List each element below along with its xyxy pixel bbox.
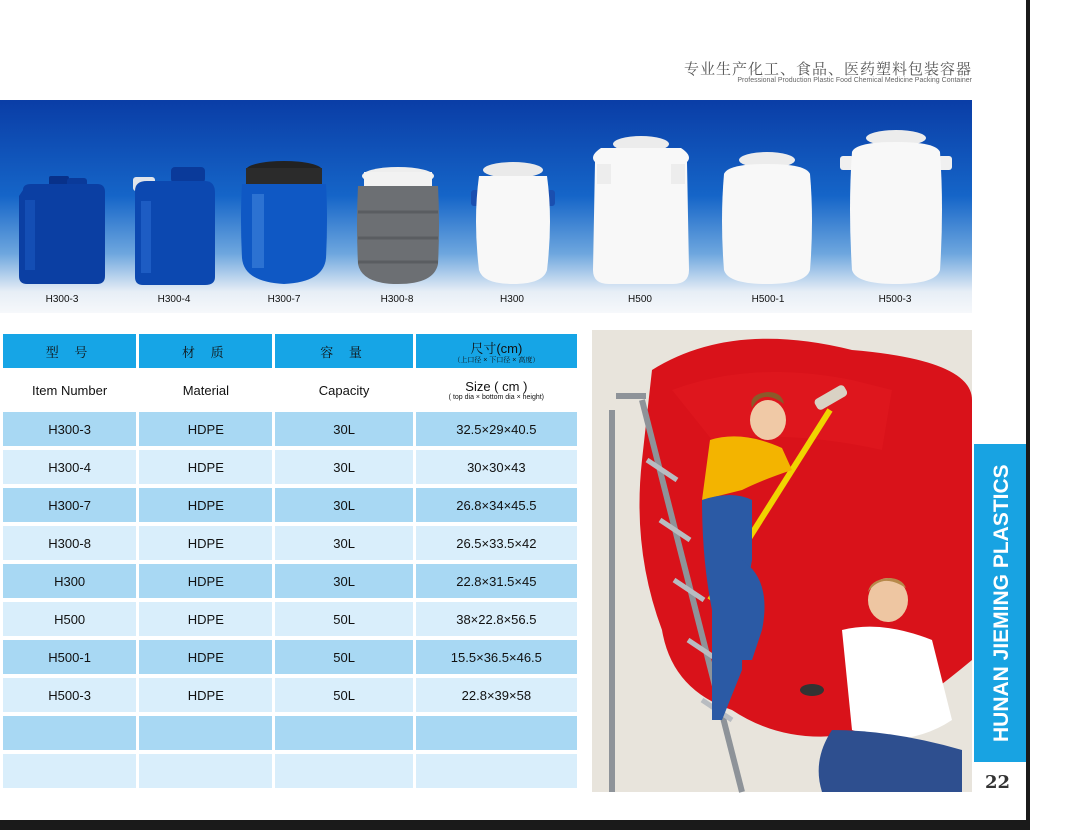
cell-capacity: 30L — [275, 564, 412, 598]
header-cell: Material — [139, 372, 272, 408]
container-h500-1 — [716, 150, 818, 291]
container-h300-7 — [238, 158, 330, 291]
cell-item: H300-7 — [3, 488, 136, 522]
product-label: H300 — [500, 294, 524, 305]
cell-size: 26.5×33.5×42 — [416, 526, 577, 560]
container-h300-3 — [17, 176, 109, 291]
product-banner — [0, 100, 972, 313]
table-header-cn — [3, 334, 577, 368]
table-row — [3, 412, 577, 446]
header-size-sub: ( top dia × bottom dia × height) — [448, 394, 545, 401]
cell-empty — [416, 754, 577, 788]
cell-material: HDPE — [139, 450, 272, 484]
table-row — [3, 488, 577, 522]
header-cell: 型 号 — [3, 334, 136, 368]
header-cell: 容 量 — [275, 334, 412, 368]
cell-material: HDPE — [139, 564, 272, 598]
header-cell: Capacity — [275, 372, 412, 408]
spec-table — [0, 330, 580, 792]
header-cell: Item Number — [3, 372, 136, 408]
cell-item: H500 — [3, 602, 136, 636]
company-name-vertical: HUNAN JIEMING PLASTICS INDUSTRY — [990, 464, 1069, 742]
cell-material: HDPE — [139, 602, 272, 636]
product-label: H300-8 — [380, 294, 414, 305]
cell-size: 22.8×31.5×45 — [416, 564, 577, 598]
cell-size: 30×30×43 — [416, 450, 577, 484]
right-border — [1026, 0, 1030, 830]
cell-size: 38×22.8×56.5 — [416, 602, 577, 636]
product-label: H300-3 — [45, 294, 79, 305]
cell-material: HDPE — [139, 412, 272, 446]
header-cell-size — [416, 372, 577, 408]
product-label: H500-3 — [878, 294, 912, 305]
table-row — [3, 678, 577, 712]
painting-photo — [592, 330, 972, 792]
container-h300-4 — [131, 167, 217, 292]
container-h500-3 — [840, 128, 952, 291]
cell-item: H500-3 — [3, 678, 136, 712]
page-number: 22 — [985, 772, 1011, 793]
header-chinese-title: 专业生产化工、食品、医药塑料包装容器 — [683, 61, 972, 78]
cell-material: HDPE — [139, 678, 272, 712]
header-english-title: Professional Production Plastic Food Chemical Medicine Packing Container — [737, 77, 972, 84]
table-header-en — [3, 372, 577, 408]
table-row — [3, 640, 577, 674]
cell-capacity: 50L — [275, 640, 412, 674]
cell-empty — [139, 754, 272, 788]
header-size-label: 尺寸(cm) — [470, 340, 523, 356]
container-h300 — [465, 160, 561, 291]
cell-capacity: 50L — [275, 678, 412, 712]
cell-empty — [139, 716, 272, 750]
cell-item: H300 — [3, 564, 136, 598]
table-row — [3, 602, 577, 636]
cell-size: 26.8×34×45.5 — [416, 488, 577, 522]
cell-empty — [3, 754, 136, 788]
header-cell: 材 质 — [139, 334, 272, 368]
container-h300-8 — [354, 164, 442, 291]
cell-material: HDPE — [139, 640, 272, 674]
cell-empty — [275, 754, 412, 788]
cell-item: H300-4 — [3, 450, 136, 484]
cell-material: HDPE — [139, 526, 272, 560]
cell-capacity: 50L — [275, 602, 412, 636]
container-h500 — [585, 134, 697, 291]
cell-empty — [416, 716, 577, 750]
table-row — [3, 450, 577, 484]
product-label: H300-4 — [157, 294, 191, 305]
cell-capacity: 30L — [275, 488, 412, 522]
cell-capacity: 30L — [275, 412, 412, 446]
cell-item: H300-3 — [3, 412, 136, 446]
header-size-label: Size ( cm ) — [465, 379, 528, 394]
table-row — [3, 564, 577, 598]
table-row — [3, 526, 577, 560]
product-label: H300-7 — [267, 294, 301, 305]
bottom-border — [0, 820, 1030, 830]
table-row-empty — [3, 754, 577, 788]
header-size-sub: （上口径 × 下口径 × 高度） — [453, 356, 540, 364]
cell-material: HDPE — [139, 488, 272, 522]
cell-empty — [3, 716, 136, 750]
table-row-empty — [3, 716, 577, 750]
cell-empty — [275, 716, 412, 750]
product-label: H500 — [628, 294, 652, 305]
header-cell-size — [416, 334, 577, 368]
cell-size: 22.8×39×58 — [416, 678, 577, 712]
cell-item: H500-1 — [3, 640, 136, 674]
cell-size: 15.5×36.5×46.5 — [416, 640, 577, 674]
product-label: H500-1 — [751, 294, 785, 305]
cell-item: H300-8 — [3, 526, 136, 560]
cell-capacity: 30L — [275, 450, 412, 484]
cell-capacity: 30L — [275, 526, 412, 560]
cell-size: 32.5×29×40.5 — [416, 412, 577, 446]
